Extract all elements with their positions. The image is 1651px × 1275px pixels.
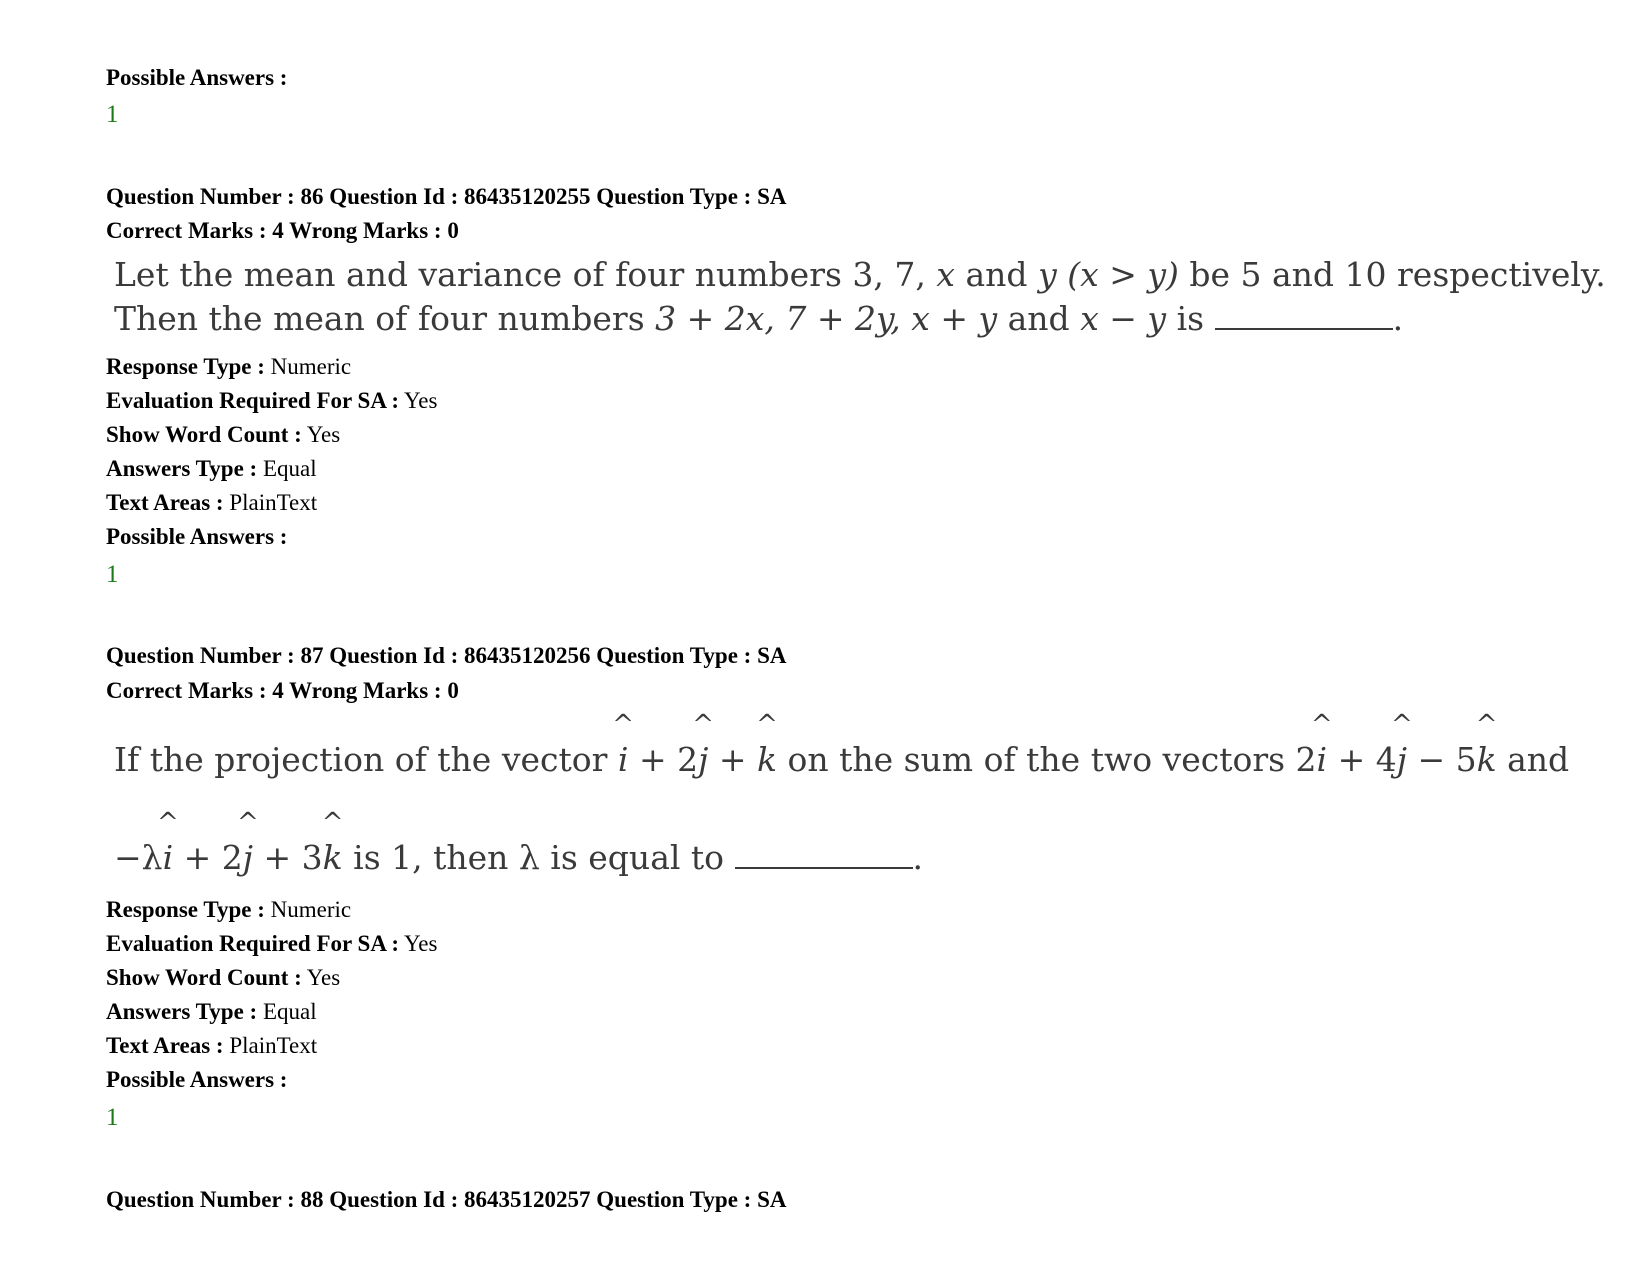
- answer-blank: [735, 867, 913, 869]
- q87-marks: Correct Marks : 4 Wrong Marks : 0: [106, 678, 459, 703]
- q87-possible-answers-label: Possible Answers :: [106, 1067, 288, 1092]
- q86-possible-answer-value: 1: [106, 561, 119, 588]
- q86-text-areas: Text Areas : PlainText: [106, 490, 318, 515]
- q86-question-line-2: Then the mean of four numbers 3 + 2x, 7 + 2y, x + y and x − y is .: [114, 299, 1404, 338]
- q86-evaluation-required: Evaluation Required For SA : Yes: [106, 388, 438, 413]
- q88-header: Question Number : 88 Question Id : 86435120257 Question Type : SA: [106, 1187, 787, 1212]
- q86-show-word-count: Show Word Count : Yes: [106, 422, 341, 447]
- q86-answers-type: Answers Type : Equal: [106, 456, 317, 481]
- q86-header: Question Number : 86 Question Id : 86435120255 Question Type : SA: [106, 184, 787, 209]
- q87-text-areas: Text Areas : PlainText: [106, 1033, 318, 1058]
- q86-possible-answers-label: Possible Answers :: [106, 524, 288, 549]
- q86-response-type: Response Type : Numeric: [106, 354, 352, 379]
- q87-question-line-1: If the projection of the vector ^ i + 2^ j + ^ k on the sum of the two vectors 2^ i + 4^ j − 5^ k and: [114, 740, 1569, 779]
- q86-question-line-1: Let the mean and variance of four numbers 3, 7, x and y (x > y) be 5 and 10 respectively.: [114, 255, 1606, 294]
- answer-blank: [1215, 328, 1393, 330]
- q87-header: Question Number : 87 Question Id : 86435120256 Question Type : SA: [106, 643, 787, 668]
- q87-response-type: Response Type : Numeric: [106, 897, 352, 922]
- possible-answer-value: 1: [106, 101, 119, 128]
- q87-show-word-count: Show Word Count : Yes: [106, 965, 341, 990]
- q87-evaluation-required: Evaluation Required For SA : Yes: [106, 931, 438, 956]
- q86-marks: Correct Marks : 4 Wrong Marks : 0: [106, 218, 459, 243]
- q87-possible-answer-value: 1: [106, 1104, 119, 1131]
- possible-answers-label: Possible Answers :: [106, 65, 288, 90]
- q87-question-line-2: −λ^ i + 2^ j + 3^ k is 1, then λ is equal to .: [114, 838, 923, 877]
- q87-answers-type: Answers Type : Equal: [106, 999, 317, 1024]
